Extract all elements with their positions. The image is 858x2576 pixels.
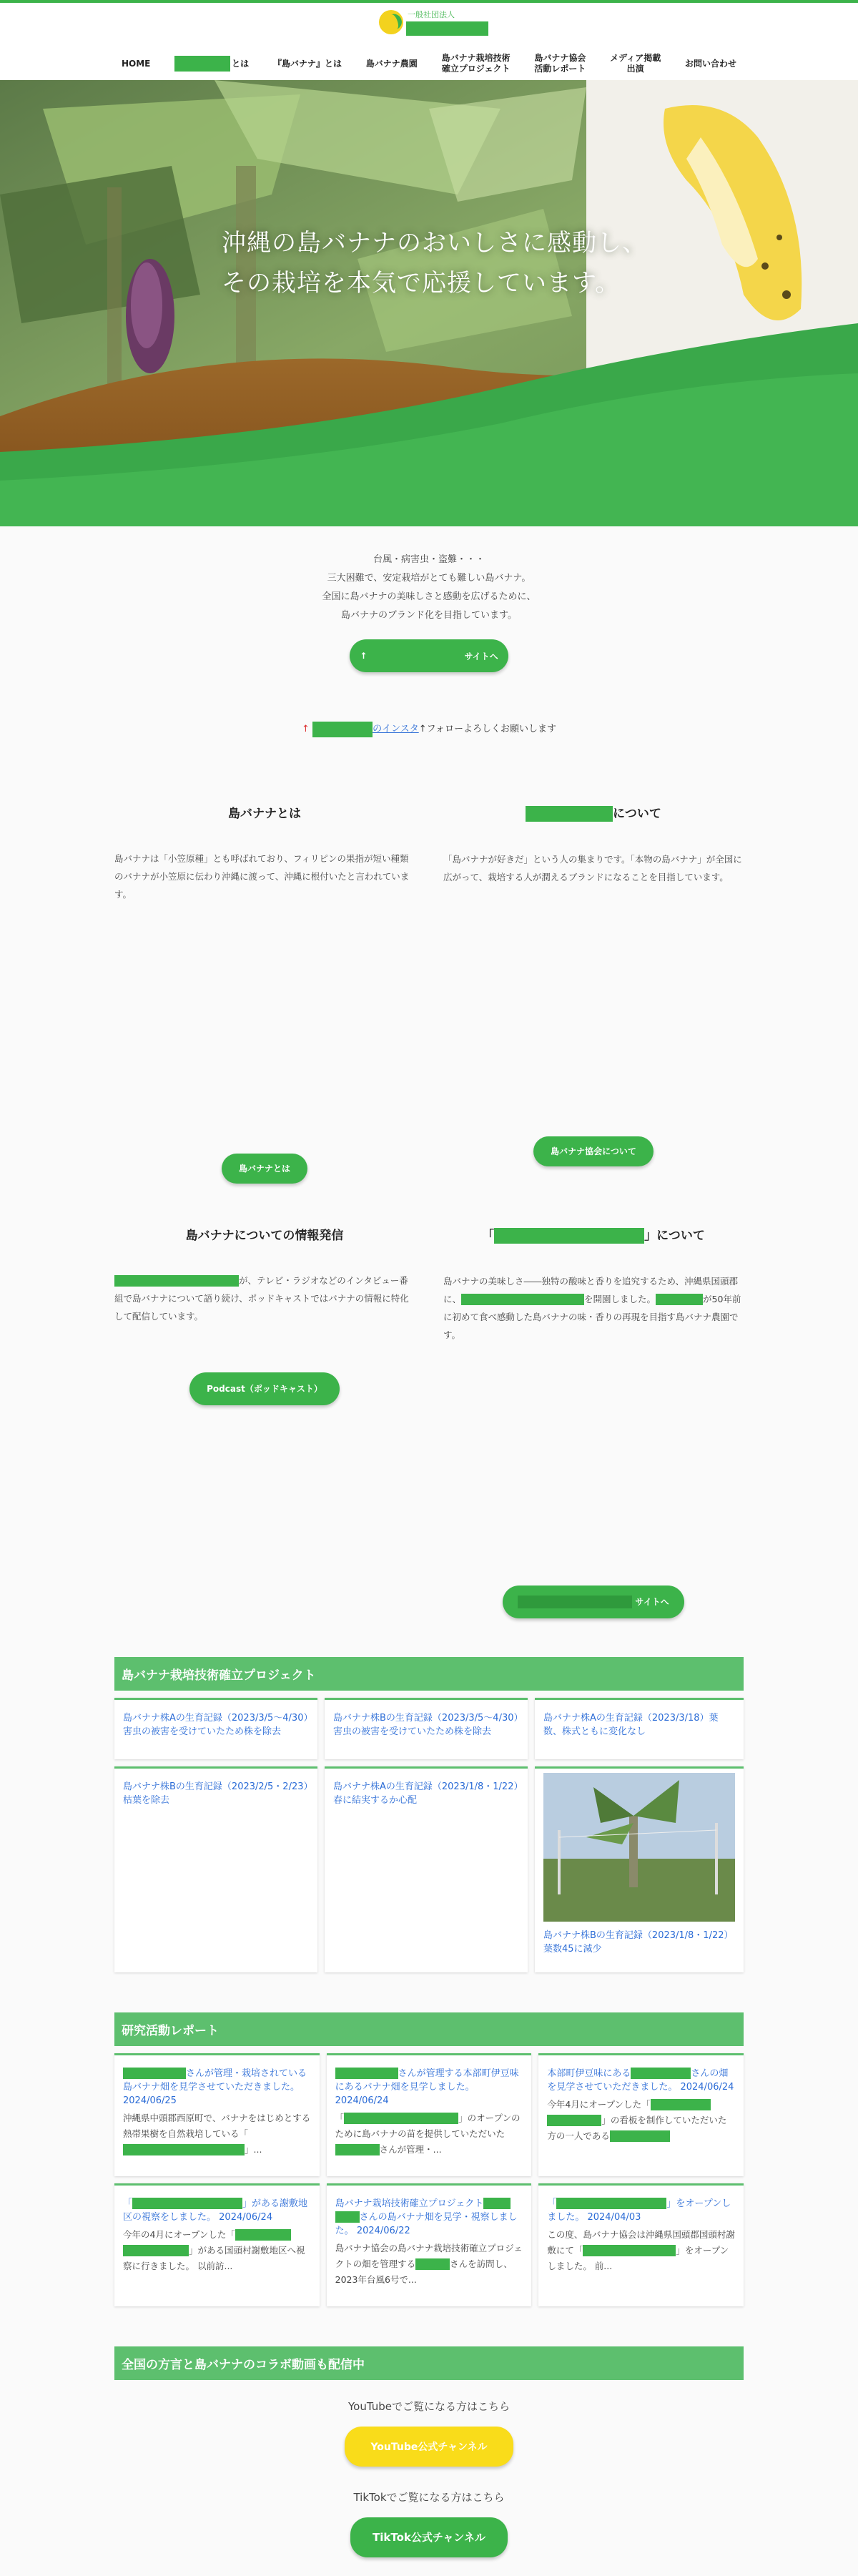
reports-section xyxy=(0,2012,858,2306)
videos-section-title: 全国の方言と島バナナのコラボ動画も配信中 xyxy=(114,2346,744,2380)
report-excerpt-text: この度、島バナナ協会は沖縄県国頭郡国頭村謝敷にて「 xyxy=(547,2228,735,2256)
report-card[interactable] xyxy=(327,2053,532,2176)
banana-logo-icon xyxy=(379,10,403,34)
report-excerpt-text: 」がある国頭村謝敷地区へ視察に行きました。 以前訪... xyxy=(123,2244,305,2271)
redacted-name xyxy=(174,56,230,72)
project-section-title: 島バナナ栽培技術確立プロジェクト xyxy=(114,1657,744,1691)
redacted-name xyxy=(556,2198,666,2209)
nav-shima-banana[interactable] xyxy=(273,59,342,69)
report-excerpt-text: 」... xyxy=(245,2143,262,2155)
project-card-title: 島バナナ株Bの生育記録（2023/3/5～4/30）害虫の被害を受けていたため株を除去 xyxy=(333,1712,518,1737)
info-broadcast-text xyxy=(114,1272,415,1325)
project-card-title: 島バナナ株Aの生育記録（2023/3/18）葉数、株式ともに変化なし xyxy=(543,1712,719,1737)
about-association-title xyxy=(443,803,744,822)
report-card-excerpt xyxy=(335,2241,523,2288)
site-logo[interactable] xyxy=(379,7,493,39)
project-card[interactable] xyxy=(535,1766,744,1972)
videos-section xyxy=(0,2346,858,2557)
project-card[interactable] xyxy=(325,1698,528,1759)
nav-contact[interactable] xyxy=(685,59,736,69)
arrow-icon: ↑ xyxy=(302,724,310,734)
redacted-name xyxy=(368,649,461,662)
project-card[interactable] xyxy=(114,1698,317,1759)
nav-media-label: メディア掲載 出演 xyxy=(610,53,661,74)
redacted-name xyxy=(518,1596,632,1608)
report-card-grid xyxy=(114,2053,744,2306)
nav-farm-label: 島バナナ農園 xyxy=(365,58,418,69)
report-card-excerpt: 沖縄県中頭郡西原町で、バナナをはじめとする熱帯果樹を自然栽培している「」... xyxy=(123,2112,311,2155)
info-farm-title: 「 」について xyxy=(482,1228,705,1243)
report-card-excerpt xyxy=(123,2227,311,2274)
project-card[interactable] xyxy=(325,1766,528,1972)
info-farm-text-2: を開園しました。 xyxy=(584,1293,656,1304)
report-date: 2024/06/22 xyxy=(356,2225,410,2236)
main-site-button[interactable] xyxy=(350,639,508,672)
hero-tagline-line1: 沖縄の島バナナのおいしさに感動し、 xyxy=(222,229,647,257)
report-excerpt-text: さんが管理・... xyxy=(379,2143,442,2155)
report-card-excerpt: 「 」のオープンのために島バナナの苗を提供していただいたさんが管理・... xyxy=(335,2112,521,2155)
about-shima-banana xyxy=(114,803,415,1184)
nav-media[interactable] xyxy=(610,53,661,74)
hero-tagline-line2: その栽培を本気で応援しています。 xyxy=(222,269,621,298)
about-association-title-suffix: について xyxy=(613,806,661,821)
about-section xyxy=(114,803,744,1184)
info-broadcast-title: 島バナナについての情報発信 xyxy=(185,1228,344,1243)
nav-reports[interactable] xyxy=(534,53,586,74)
intro-line: 台風・病害虫・盗難・・・ xyxy=(373,554,485,565)
report-card-title xyxy=(335,2197,523,2238)
nav-project[interactable] xyxy=(442,53,511,74)
logo-name-redacted xyxy=(406,21,488,36)
report-card[interactable] xyxy=(538,2053,744,2176)
redacted-name xyxy=(631,2068,691,2079)
info-broadcast xyxy=(114,1225,415,1618)
redacted-name xyxy=(123,2068,186,2079)
report-title-text: さんが管理・栽培されている島バナナ畑を見学させていただきました。 xyxy=(123,2068,307,2093)
redacted-name xyxy=(123,2144,245,2155)
report-card[interactable] xyxy=(538,2183,744,2306)
report-excerpt-text: 島バナナ協会の島バナナ栽培技術確立プロジェクトの畑を管理する xyxy=(335,2242,523,2269)
nav-contact-label: お問い合わせ xyxy=(684,58,736,69)
project-card-title: 島バナナ株Aの生育記録（2023/3/5～4/30）害虫の被害を受けていたため株を除去 xyxy=(123,1712,308,1737)
report-excerpt-text: 」のオープンのために島バナナの苗を提供していただいた xyxy=(335,2112,521,2139)
nav-home[interactable] xyxy=(122,59,150,69)
project-card[interactable] xyxy=(114,1766,317,1972)
about-shima-banana-title: 島バナナとは xyxy=(228,806,301,821)
project-card-title: 島バナナ株Bの生育記録（2023/2/5・2/23）枯葉を除去 xyxy=(123,1781,308,1806)
report-card-title xyxy=(335,2067,523,2108)
report-date: 2024/06/25 xyxy=(123,2095,177,2106)
report-card-excerpt xyxy=(547,2227,735,2274)
project-card[interactable] xyxy=(535,1698,744,1759)
redacted-name xyxy=(123,2245,189,2256)
nav-reports-label: 島バナナ協会 活動レポート xyxy=(534,53,586,74)
report-excerpt-text: 」をオープンしました。 前... xyxy=(547,2244,729,2271)
redacted-name xyxy=(461,1294,584,1305)
report-card-excerpt xyxy=(547,2097,735,2144)
project-card-title: 島バナナ株Aの生育記録（2023/1/8・1/22）春に結実するか心配 xyxy=(333,1781,518,1806)
info-farm-text-3: が50年前に初めて食べ感動した島バナナの味・香りの再現を目指す島バナナ農園です。 xyxy=(443,1293,741,1340)
project-card-title: 島バナナ株Bの生育記録（2023/1/8・1/22）葉数45に減少 xyxy=(543,1929,734,1955)
report-date: 2024/06/24 xyxy=(680,2081,734,2093)
tiktok-prompt: TikTokでご覧になる方はこちら xyxy=(353,2490,505,2504)
hero-banner xyxy=(0,80,858,526)
banana-field-photo xyxy=(543,1773,735,1922)
report-card[interactable] xyxy=(114,2053,320,2176)
report-card[interactable] xyxy=(327,2183,532,2306)
redacted-name xyxy=(132,2198,242,2209)
intro-section xyxy=(0,526,858,737)
report-excerpt-text: 今年4月にオープンした「 xyxy=(547,2098,651,2110)
about-shima-banana-button[interactable]: 島バナナとは xyxy=(222,1154,307,1184)
redacted-name xyxy=(654,2245,676,2256)
report-card-title xyxy=(547,2067,735,2094)
redacted-name xyxy=(656,1294,703,1305)
report-excerpt-text: 」の看板を制作していただいた方の一人である xyxy=(547,2114,727,2141)
intro-line: 全国に島バナナの美味しさと感動を広げるために、 xyxy=(322,591,536,602)
report-title-text: 」がある謝敷地区の視察をしました。 xyxy=(123,2198,308,2223)
info-farm-text-1: 島バナナの美味しさ――独特の酸味と香りを追究するため、沖縄県国頭郡に、 xyxy=(443,1275,739,1304)
arrow-icon: ↑ xyxy=(418,724,427,734)
instagram-follow-text: フォローよろしくお願いします xyxy=(426,724,556,734)
about-association-button[interactable]: 島バナナ協会について xyxy=(533,1136,654,1166)
youtube-channel-button[interactable]: YouTube公式チャンネル xyxy=(345,2427,513,2467)
report-title-text: さんの島バナナ畑を見学・視察しました。 xyxy=(335,2211,518,2236)
report-title-text: 本部町伊豆味にある xyxy=(547,2068,631,2079)
report-title-text: 島バナナ栽培技術確立プロジェクト xyxy=(335,2198,484,2209)
report-title-text: さんの畑を見学させていただきました。 xyxy=(547,2068,729,2093)
nav-farm[interactable] xyxy=(366,59,418,69)
redacted-name xyxy=(415,2258,450,2270)
info-farm-title-suffix: 」について xyxy=(644,1228,705,1243)
youtube-prompt: YouTubeでご覧になる方はこちら xyxy=(348,2399,510,2413)
report-excerpt-text: さんを訪問し、2023年台風6号で... xyxy=(335,2258,513,2285)
info-broadcast-text-body: が、テレビ・ラジオなどのインタビュー番組で島バナナについて語り続け、ポッドキャストではバナナの情報に特化して配信しています。 xyxy=(114,1274,409,1322)
redacted-name xyxy=(335,2211,360,2223)
report-card-title: 「 」がある謝敷地区の視察をしました。 2024/06/24 xyxy=(123,2198,308,2223)
nav-about-association[interactable] xyxy=(174,56,249,72)
nav-home-label: HOME xyxy=(122,58,151,69)
about-association-text: 「島バナナが好きだ」という人の集まりです。「本物の島バナナ」が全国に広がって、栽培する人が潤えるブランドになることを目指しています。 xyxy=(443,853,742,883)
project-section xyxy=(0,1657,858,1972)
report-excerpt-text: 沖縄県中頭郡西原町で、バナナをはじめとする熱帯果樹を自然栽培している xyxy=(123,2112,311,2139)
tiktok-channel-button[interactable]: TikTok公式チャンネル xyxy=(350,2517,508,2557)
logo-org-type: 一般社団法人 xyxy=(408,10,455,19)
reports-section-title: 研究活動レポート xyxy=(114,2012,744,2046)
podcast-button[interactable]: Podcast（ポッドキャスト） xyxy=(189,1372,340,1405)
intro-line: 三大困難で、安定栽培がとても難しい島バナナ。 xyxy=(327,573,531,584)
redacted-name xyxy=(583,2245,654,2256)
info-section xyxy=(114,1225,744,1618)
redacted-name xyxy=(335,2144,380,2155)
intro-line: 島バナナのブランド化を目指しています。 xyxy=(341,610,517,621)
report-excerpt-text: 今年の4月にオープンした「 xyxy=(123,2228,235,2240)
redacted-name xyxy=(651,2099,711,2110)
report-card-title xyxy=(123,2067,311,2108)
instagram-link[interactable]: のインスタ xyxy=(373,724,419,734)
project-card-grid xyxy=(114,1698,744,1972)
instagram-line xyxy=(0,721,858,737)
report-title-text: さんが管理する本部町伊豆味にあるバナナ畑を見学しました。 xyxy=(335,2068,519,2093)
redacted-name xyxy=(547,2115,601,2126)
report-card[interactable] xyxy=(114,2183,320,2306)
farm-site-button[interactable] xyxy=(503,1586,684,1618)
nav-about-label: とは xyxy=(232,58,250,69)
about-shima-banana-text: 島バナナは「小笠原種」とも呼ばれており、フィリピンの果指が短い種類のバナナが小笠原に伝わり沖縄に渡って、沖縄に根付いたと言われています。 xyxy=(114,852,410,900)
report-date: 2024/06/24 xyxy=(219,2211,273,2223)
nav-project-label: 島バナナ栽培技術 確立プロジェクト xyxy=(441,53,511,74)
redacted-name xyxy=(483,2198,511,2209)
redacted-name xyxy=(114,1275,239,1287)
main-site-button-label: サイトへ xyxy=(464,651,498,662)
redacted-name xyxy=(235,2229,291,2241)
redacted-name xyxy=(610,2130,670,2142)
site-header xyxy=(0,3,858,80)
redacted-name xyxy=(312,722,373,737)
redacted-name xyxy=(344,2113,458,2124)
hero-tagline xyxy=(222,223,647,303)
info-farm-text xyxy=(443,1272,744,1344)
arrow-icon: ↑ xyxy=(360,651,368,661)
report-date: 2024/04/03 xyxy=(587,2211,641,2223)
redacted-name xyxy=(494,1228,644,1244)
report-title-text: 」をオープンしました。 xyxy=(547,2198,731,2223)
redacted-name xyxy=(335,2068,398,2079)
redacted-name xyxy=(526,806,613,822)
hero-illustration xyxy=(0,80,858,526)
report-card-title: 「 」をオープンしました。 2024/04/03 xyxy=(547,2198,731,2223)
nav-shima-banana-label: 『島バナナ』とは xyxy=(272,58,342,69)
main-nav xyxy=(122,53,736,74)
farm-site-button-label: サイトへ xyxy=(635,1597,669,1607)
report-date: 2024/06/24 xyxy=(335,2095,389,2106)
about-association xyxy=(443,803,744,1184)
info-farm xyxy=(443,1225,744,1618)
